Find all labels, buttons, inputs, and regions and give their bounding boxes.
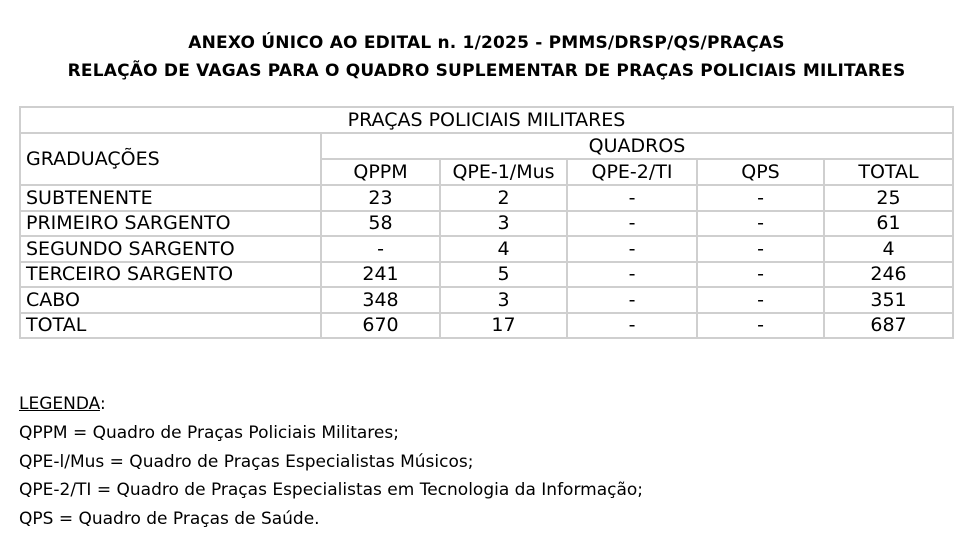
cell-total: 25 xyxy=(824,185,953,211)
vacancies-table xyxy=(19,106,954,339)
cell-qps: - xyxy=(697,185,824,211)
legend-item-qpe2-ti: QPE-2/TI = Quadro de Praças Especialistas em Tecnologia da Informação; xyxy=(19,480,644,500)
legend-title: LEGENDA xyxy=(19,394,100,414)
cell-qps: - xyxy=(697,236,824,262)
table-row xyxy=(20,287,953,313)
cell-qpe2-ti: - xyxy=(567,185,697,211)
column-header-qps: QPS xyxy=(697,159,824,185)
cell-qpe1-mus: 4 xyxy=(440,236,567,262)
cell-qps: - xyxy=(697,211,824,237)
row-label: SUBTENENTE xyxy=(20,185,321,211)
table-group-header-row xyxy=(20,107,953,133)
cell-qps: - xyxy=(697,287,824,313)
legend-item-qpe1-mus: QPE-l/Mus = Quadro de Praças Especialistas Músicos; xyxy=(19,452,474,472)
group-header: PRAÇAS POLICIAIS MILITARES xyxy=(20,107,953,133)
row-label: CABO xyxy=(20,287,321,313)
cell-total: 687 xyxy=(824,313,953,339)
legend-item-qppm: QPPM = Quadro de Praças Policiais Militares; xyxy=(19,423,399,443)
cell-qppm: 241 xyxy=(321,262,440,288)
document-title-line2: RELAÇÃO DE VAGAS PARA O QUADRO SUPLEMENTAR DE PRAÇAS POLICIAIS MILITARES xyxy=(67,61,906,81)
cell-total: 4 xyxy=(824,236,953,262)
column-header-qpe2-ti: QPE-2/TI xyxy=(567,159,697,185)
cell-qpe2-ti: - xyxy=(567,211,697,237)
cell-qpe2-ti: - xyxy=(567,262,697,288)
cell-qpe1-mus: 3 xyxy=(440,287,567,313)
table-total-row xyxy=(20,313,953,339)
row-label: TERCEIRO SARGENTO xyxy=(20,262,321,288)
table-row xyxy=(20,185,953,211)
row-label: SEGUNDO SARGENTO xyxy=(20,236,321,262)
legend-title-colon: : xyxy=(99,394,106,414)
cell-qps: - xyxy=(697,313,824,339)
cell-qpe1-mus: 3 xyxy=(440,211,567,237)
table-quadros-header-row xyxy=(20,133,953,159)
quadros-header: QUADROS xyxy=(321,133,953,159)
cell-qppm: 348 xyxy=(321,287,440,313)
cell-qpe1-mus: 5 xyxy=(440,262,567,288)
cell-qpe2-ti: - xyxy=(567,313,697,339)
cell-qpe2-ti: - xyxy=(567,287,697,313)
legend-item-qps: QPS = Quadro de Praças de Saúde. xyxy=(19,509,320,529)
cell-total: 246 xyxy=(824,262,953,288)
cell-qpe1-mus: 17 xyxy=(440,313,567,339)
table-row xyxy=(20,236,953,262)
cell-qppm: 23 xyxy=(321,185,440,211)
column-header-total: TOTAL xyxy=(824,159,953,185)
row-label: PRIMEIRO SARGENTO xyxy=(20,211,321,237)
table-row xyxy=(20,211,953,237)
legend-heading xyxy=(19,395,106,414)
cell-qppm: - xyxy=(321,236,440,262)
column-header-qppm: QPPM xyxy=(321,159,440,185)
cell-qpe1-mus: 2 xyxy=(440,185,567,211)
cell-qpe2-ti: - xyxy=(567,236,697,262)
cell-total: 61 xyxy=(824,211,953,237)
cell-qppm: 58 xyxy=(321,211,440,237)
table-row xyxy=(20,262,953,288)
cell-qppm: 670 xyxy=(321,313,440,339)
cell-total: 351 xyxy=(824,287,953,313)
cell-qps: - xyxy=(697,262,824,288)
row-label: TOTAL xyxy=(20,313,321,339)
row-header-graduacoes: GRADUAÇÕES xyxy=(20,133,321,185)
column-header-qpe1-mus: QPE-1/Mus xyxy=(440,159,567,185)
document-title-line1: ANEXO ÚNICO AO EDITAL n. 1/2025 - PMMS/DRSP/QS/PRAÇAS xyxy=(188,33,785,53)
